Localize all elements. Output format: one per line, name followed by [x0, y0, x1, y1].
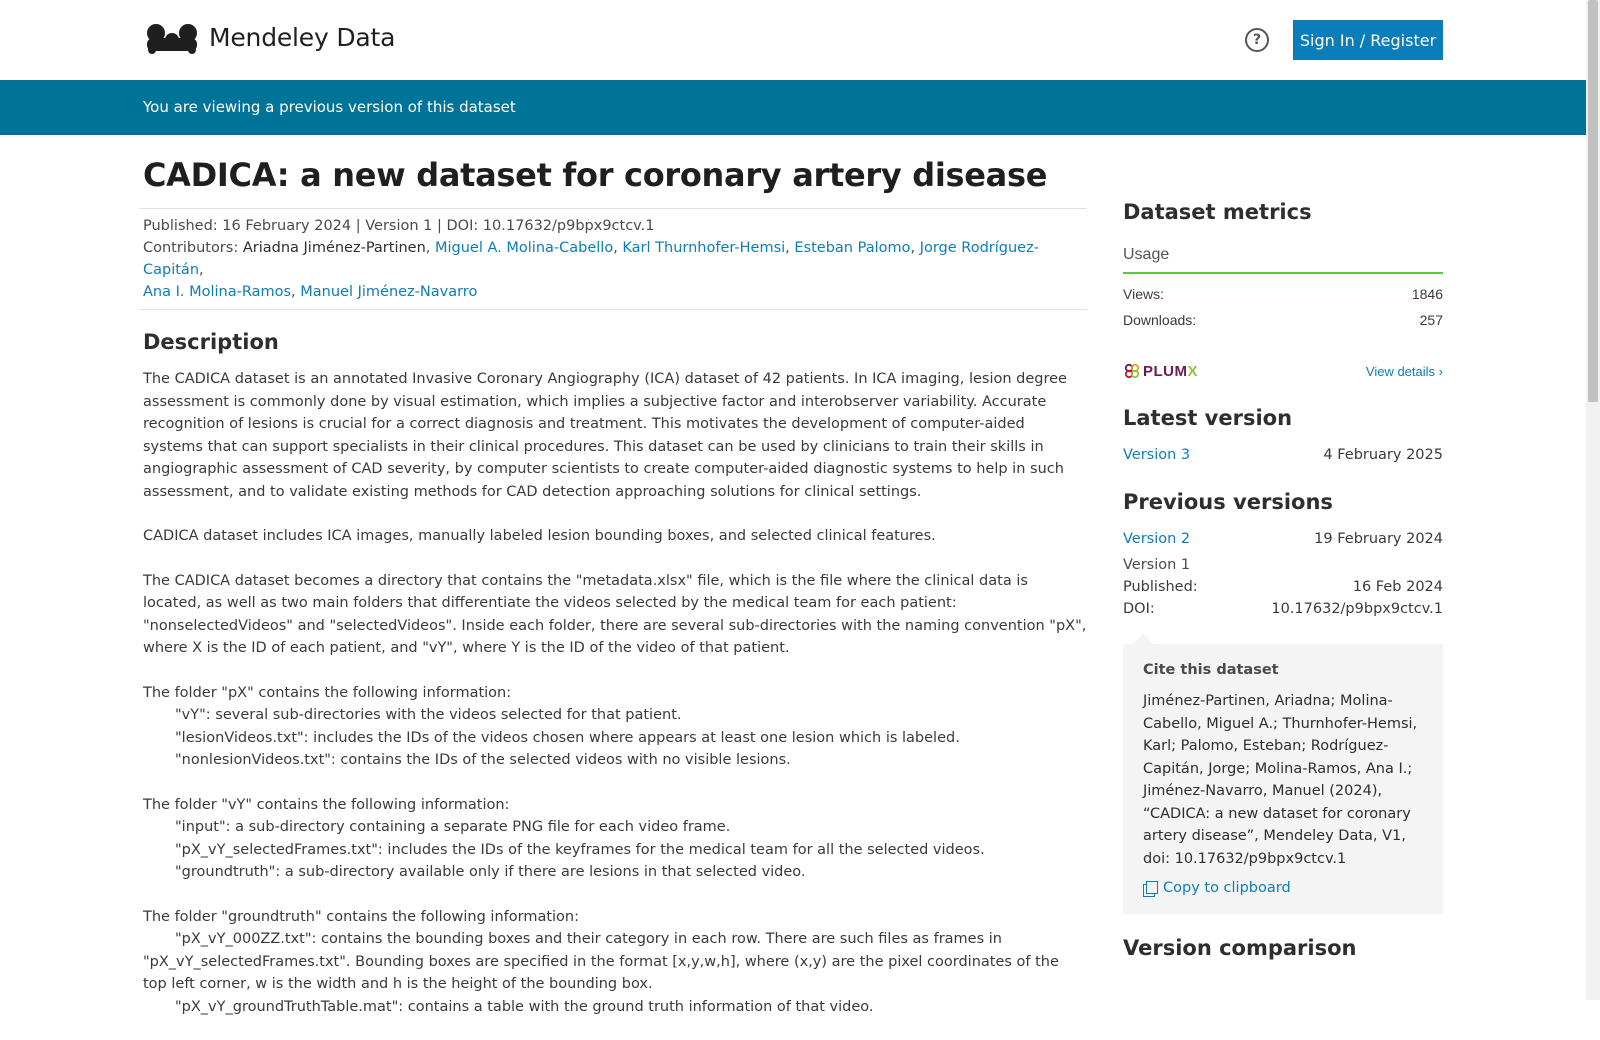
- logo-text: Mendeley Data: [209, 22, 396, 52]
- contributor-link[interactable]: Manuel Jiménez-Navarro: [300, 284, 478, 300]
- contributors-line: Contributors: Ariadna Jiménez-Partinen, Miguel A. Molina-Cabello, Karl Thurnhofer-Hemsi, Esteban Palomo, Jorge Rodríguez-Capitán, Ana I. Molina-Ramos, Manuel Jiménez-Navarro: [143, 240, 1039, 300]
- dataset-title: CADICA: a new dataset for coronary artery disease: [143, 156, 1048, 194]
- scrollbar-thumb[interactable]: [1588, 0, 1598, 402]
- description-heading: Description: [143, 330, 279, 354]
- published-line: Published: 16 February 2024 | Version 1 | DOI: 10.17632/p9bpx9ctcv.1: [143, 218, 655, 234]
- version-2-link[interactable]: Version 2: [1123, 531, 1191, 547]
- sign-in-register-button[interactable]: Sign In / Register: [1293, 20, 1443, 60]
- list-heading: The folder "pX" contains the following information:: [143, 684, 512, 701]
- latest-version-heading: Latest version: [1123, 406, 1293, 430]
- dataset-meta: [139, 208, 1087, 310]
- description-paragraph: CADICA dataset includes ICA images, manually labeled lesion bounding boxes, and selected clinical features.: [143, 528, 936, 544]
- cite-dataset-box: [1123, 644, 1443, 914]
- contributor-link[interactable]: Miguel A. Molina-Cabello: [435, 240, 614, 256]
- help-icon[interactable]: ?: [1245, 28, 1269, 52]
- mendeley-data-logo[interactable]: [143, 20, 395, 54]
- previous-version-banner: [0, 80, 1586, 135]
- list-item-continuation: "pX_vY_selectedFrames.txt". Bounding boxes are specified in the format [x,y,w,h], where (x,y) are the pixel coordinates of the top left corner, w is the width and h is the height of the bounding box.: [143, 953, 1059, 992]
- contributors-label: Contributors:: [143, 240, 243, 256]
- view-details-link[interactable]: [1366, 364, 1443, 379]
- list-item: "pX_vY_groundTruthTable.mat": contains a table with the ground truth information of that video.: [175, 998, 874, 1015]
- copy-to-clipboard-button[interactable]: [1143, 880, 1423, 896]
- banner-text: You are viewing a previous version of this dataset: [143, 98, 516, 116]
- version-1-label: Version 1: [1123, 557, 1191, 573]
- version-comparison-heading: Version comparison: [1123, 936, 1357, 960]
- views-row: [1123, 286, 1443, 302]
- contributor-link[interactable]: Esteban Palomo: [794, 240, 911, 256]
- latest-version-row: [1123, 444, 1443, 466]
- description-list: [143, 906, 1087, 1019]
- list-item: "pX_vY_selectedFrames.txt": includes the IDs of the keyframes for the medical team for all the selected videos.: [175, 841, 985, 858]
- plumx-logo[interactable]: [1123, 362, 1198, 380]
- plumx-flower-icon: [1123, 362, 1141, 380]
- list-item: "nonlesionVideos.txt": contains the IDs of the selected videos with no visible lesions.: [175, 752, 791, 768]
- list-item: "vY": several sub-directories with the videos selected for that patient.: [175, 707, 682, 723]
- citation-text: Jiménez-Partinen, Ariadna; Molina-Cabello, Miguel A.; Thurnhofer-Hemsi, Karl; Palomo, Esteban; Rodríguez-Capitán, Jorge; Molina-Ramos, Ana I.; Jiménez-Navarro, Manuel (2024), “CADICA: a new dataset for coronary artery disease”, Mendeley Data, V1, doi: 10.17632/p9bpx9ctcv.1: [1143, 693, 1418, 867]
- latest-version-date: 4 February 2025: [1323, 447, 1443, 463]
- list-item: "pX_vY_000ZZ.txt": contains the bounding boxes and their category in each row. There are such files as frames in: [175, 931, 1002, 947]
- description-list: [143, 682, 1087, 772]
- chevron-right-icon: ›: [1438, 363, 1443, 379]
- views-value: 1846: [1411, 286, 1443, 302]
- plumx-row: [1123, 362, 1443, 380]
- dataset-metrics-heading: Dataset metrics: [1123, 200, 1312, 224]
- description-body: [143, 368, 1087, 1018]
- copy-icon: [1143, 881, 1157, 895]
- version-2-date: 19 February 2024: [1314, 531, 1443, 547]
- top-navigation-bar: [0, 0, 1586, 80]
- sidebar: [1123, 200, 1443, 960]
- description-list: [143, 794, 1087, 884]
- version-1-row: [1123, 554, 1443, 576]
- list-heading: The folder "groundtruth" contains the following information:: [143, 908, 579, 925]
- published-label: Published:: [1123, 579, 1198, 595]
- list-item: "lesionVideos.txt": includes the IDs of the videos chosen where appears at least one lesion which is labeled.: [175, 729, 960, 746]
- list-heading: The folder "vY" contains the following information:: [143, 796, 510, 813]
- published-value: 16 Feb 2024: [1352, 579, 1443, 595]
- downloads-value: 257: [1419, 312, 1443, 328]
- doi-value: 10.17632/p9bpx9ctcv.1: [1271, 601, 1443, 617]
- doi-row: [1123, 598, 1443, 620]
- view-details-label: View details: [1365, 363, 1436, 379]
- mendeley-logo-icon: [143, 20, 201, 54]
- version-2-row: [1123, 528, 1443, 550]
- contributor-name: Ariadna Jiménez-Partinen: [242, 240, 426, 256]
- usage-label: Usage: [1123, 246, 1443, 274]
- published-row: [1123, 576, 1443, 598]
- downloads-row: [1123, 312, 1443, 328]
- previous-versions-heading: Previous versions: [1123, 490, 1333, 514]
- doi-label: DOI:: [1123, 601, 1155, 617]
- plumx-text: PLUM: [1143, 362, 1188, 380]
- cite-heading: Cite this dataset: [1143, 662, 1279, 678]
- list-item: "input": a sub-directory containing a separate PNG file for each video frame.: [175, 819, 731, 835]
- latest-version-link[interactable]: Version 3: [1123, 447, 1191, 463]
- main-content: [143, 150, 1087, 1040]
- page-scrollbar[interactable]: [1586, 0, 1600, 1000]
- downloads-label: Downloads:: [1123, 312, 1197, 328]
- contributor-link[interactable]: Karl Thurnhofer-Hemsi: [622, 240, 786, 256]
- contributor-link[interactable]: Jorge Rodríguez-Capitán: [143, 240, 1039, 278]
- description-paragraph: The CADICA dataset is an annotated Invasive Coronary Angiography (ICA) dataset of 42 patients. In ICA imaging, lesion degree assessment is commonly done by visual estimation, which implies a subjective factor and interobserver variability. Accurate recognition of lesions is crucial for a correct diagnosis and treatment. This motivates the development of computer-aided systems that can support specialists in their clinical procedures. This dataset can be used by clinicians to train their skills in angiographic assessment of CAD severity, by computer scientists to create computer-aided diagnostic systems to help in such assessment, and to validate existing methods for CAD detection approaching solutions for clinical settings.: [143, 371, 1067, 500]
- contributor-link[interactable]: Ana I. Molina-Ramos: [143, 284, 292, 300]
- list-item: "groundtruth": a sub-directory available only if there are lesions in that selected video.: [175, 864, 806, 880]
- views-label: Views:: [1123, 286, 1164, 302]
- description-paragraph: The CADICA dataset becomes a directory that contains the "metadata.xlsx" file, which is the file where the clinical data is located, as well as two main folders that differentiate the videos selected by the medical team for each patient: "nonselectedVideos" and "selectedVideos". Inside each folder, there are several sub-directories with the naming convention "pX", where X is the ID of each patient, and "vY", where Y is the ID of the video of that patient.: [143, 572, 1087, 656]
- plumx-x: X: [1187, 362, 1199, 380]
- copy-label: Copy to clipboard: [1163, 880, 1291, 896]
